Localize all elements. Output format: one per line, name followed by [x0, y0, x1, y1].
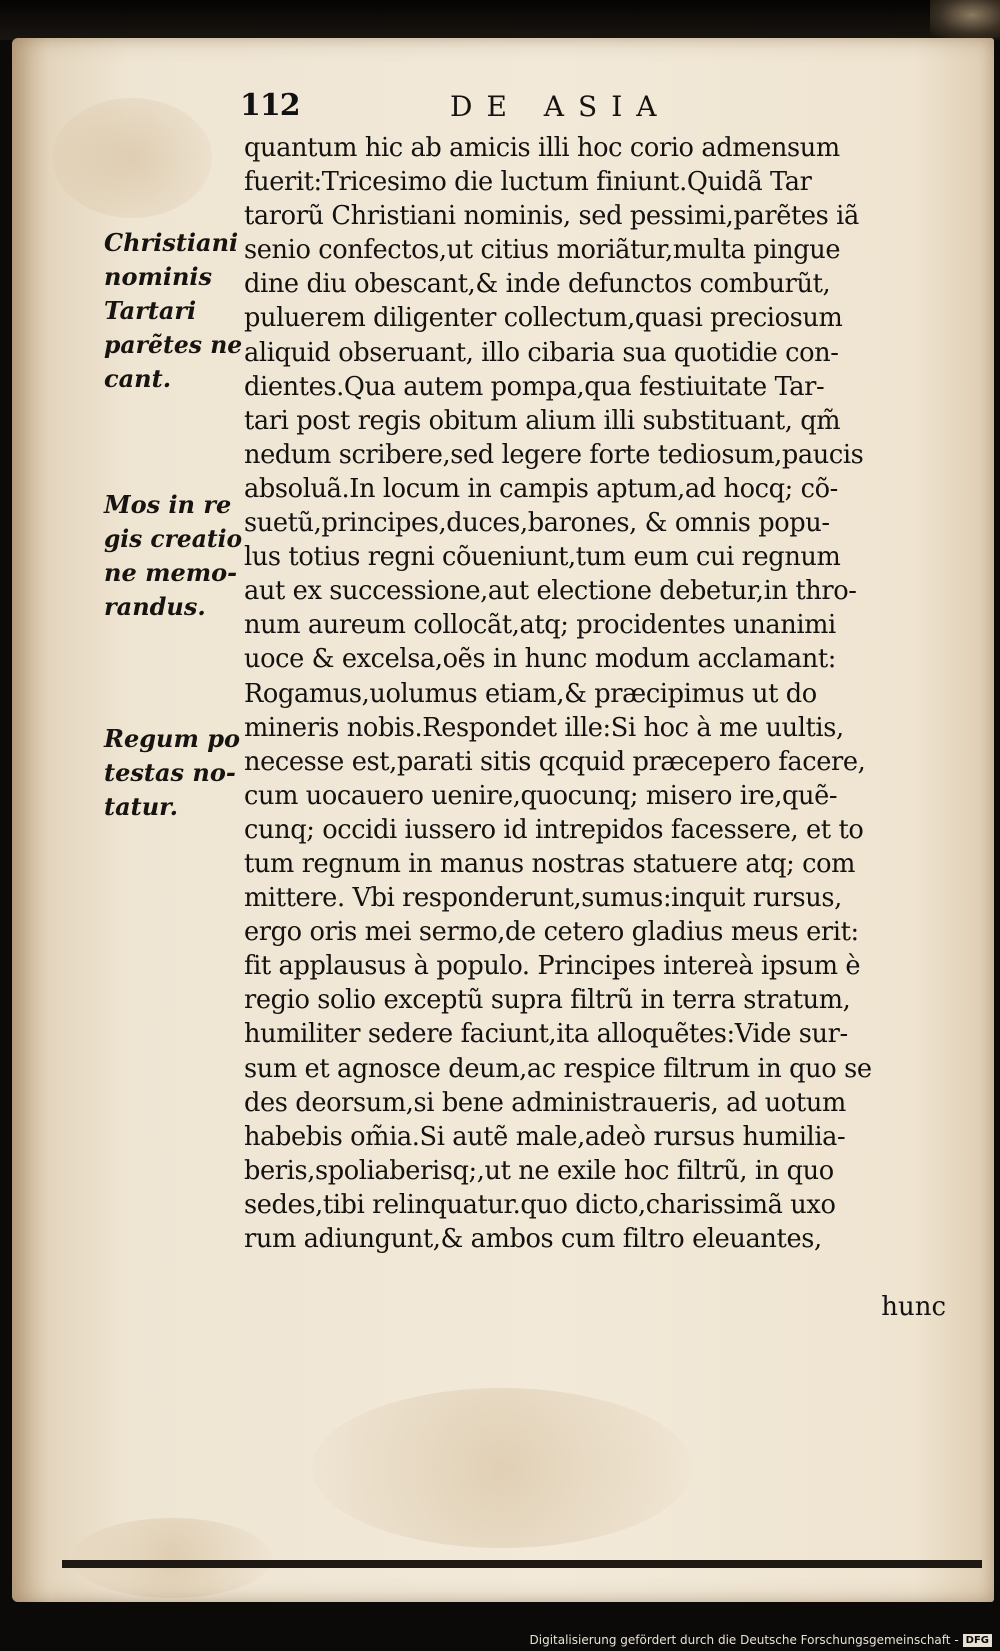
margin-note-line: cant. [104, 364, 172, 393]
margin-note-regum [104, 722, 254, 824]
paper-stain [52, 98, 212, 218]
text-line: suetũ,principes,duces,barones, & omnis popu- [244, 508, 830, 539]
margin-note-line: nominis [104, 262, 213, 291]
dfg-logo: DFG [963, 1634, 992, 1647]
scan-corner-stain [930, 0, 1000, 38]
text-line: tarorũ Christiani nominis, sed pessimi,parẽtes iã [244, 201, 859, 232]
page-bottom-edge [62, 1560, 982, 1568]
margin-note-christiani [104, 226, 254, 396]
page-header [240, 88, 940, 128]
text-line: habebis om̃ia.Si autẽ male,adeò rursus humilia- [244, 1121, 846, 1152]
page-number: 112 [240, 88, 300, 123]
text-line: puluerem diligenter collectum,quasi preciosum [244, 303, 843, 334]
text-line: cum uocauero uenire,quocunq; misero ire,quẽ- [244, 780, 838, 811]
text-line: dientes.Qua autem pompa,qua festiuitate Tar- [244, 371, 825, 402]
text-line: mittere. Vbi responderunt,sumus:inquit rursus, [244, 883, 842, 914]
margin-note-line: Tartari [104, 296, 197, 325]
text-line: lus totius regni cõueniunt,tum eum cui regnum [244, 542, 841, 573]
text-line: ergo oris mei sermo,de cetero gladius meus erit: [244, 917, 859, 948]
margin-note-line: Mos in re [104, 490, 232, 519]
running-head: DE ASIA [450, 90, 671, 123]
catchword: hunc [881, 1292, 946, 1322]
text-line: dine diu obescant,& inde defunctos comburũt, [244, 269, 831, 300]
text-line: aliquid obseruant, illo cibaria sua quotidie con- [244, 337, 839, 368]
text-line: uoce & excelsa,oẽs in hunc modum acclamant: [244, 644, 837, 675]
text-line: absoluã.In locum in campis aptum,ad hocq; cõ- [244, 473, 838, 504]
margin-note-mos [104, 488, 254, 624]
scan-background-top [0, 0, 1000, 40]
text-line: regio solio exceptũ supra filtrũ in terra stratum, [244, 985, 851, 1016]
paper-stain [72, 1518, 272, 1598]
text-line: nedum scribere,sed legere forte tediosum,paucis [244, 439, 864, 470]
text-line: senio confectos,ut citius moriãtur,multa pingue [244, 235, 841, 266]
margin-note-line: Regum po [104, 724, 240, 753]
margin-note-line: testas no- [104, 758, 236, 787]
text-line: humiliter sedere faciunt,ita alloquẽtes:Vide sur- [244, 1019, 848, 1050]
text-line: tari post regis obitum alium illi substituant, qm̃ [244, 405, 841, 436]
text-line: rum adiungunt,& ambos cum filtro eleuantes, [244, 1224, 822, 1254]
margin-note-line: Christiani [104, 228, 239, 257]
text-line: aut ex successione,aut electione debetur,in thro- [244, 576, 857, 607]
text-line: mineris nobis.Respondet ille:Si hoc à me uultis, [244, 712, 844, 743]
text-line: necesse est,parati sitis qcquid præcepero facere, [244, 746, 866, 777]
margin-note-line: gis creatio [104, 524, 243, 553]
text-line: num aureum collocãt,atq; procidentes unanimi [244, 610, 836, 641]
paper-stain [312, 1388, 692, 1548]
text-line: cunq; occidi iussero id intrepidos facessere, et to [244, 814, 864, 845]
footer-credit-text: Digitalisierung gefördert durch die Deutsche Forschungsgemeinschaft - [529, 1633, 959, 1647]
footer-credit [530, 1633, 993, 1647]
text-line: Rogamus,uolumus etiam,& præcipimus ut do [244, 678, 817, 709]
margin-note-line: randus. [104, 592, 206, 621]
text-line: tum regnum in manus nostras statuere atq; com [244, 848, 856, 879]
margin-note-line: tatur. [104, 792, 178, 821]
margin-note-line: parẽtes ne [104, 330, 243, 359]
text-line: beris,spoliaberisq;,ut ne exile hoc filtrũ, in quo [244, 1155, 834, 1186]
body-text [244, 131, 954, 1256]
text-line: fit applausus à populo. Principes intereà ipsum è [244, 951, 861, 982]
text-line: sum et agnosce deum,ac respice filtrum in quo se [244, 1053, 872, 1084]
text-line: sedes,tibi relinquatur.quo dicto,charissimã uxo [244, 1189, 836, 1220]
text-line: des deorsum,si bene administraueris, ad uotum [244, 1087, 846, 1118]
text-line: quantum hic ab amicis illi hoc corio admensum [244, 133, 840, 163]
margin-note-line: ne memo- [104, 558, 238, 587]
text-line: fuerit:Tricesimo die luctum finiunt.Quidã Tar [244, 167, 812, 198]
